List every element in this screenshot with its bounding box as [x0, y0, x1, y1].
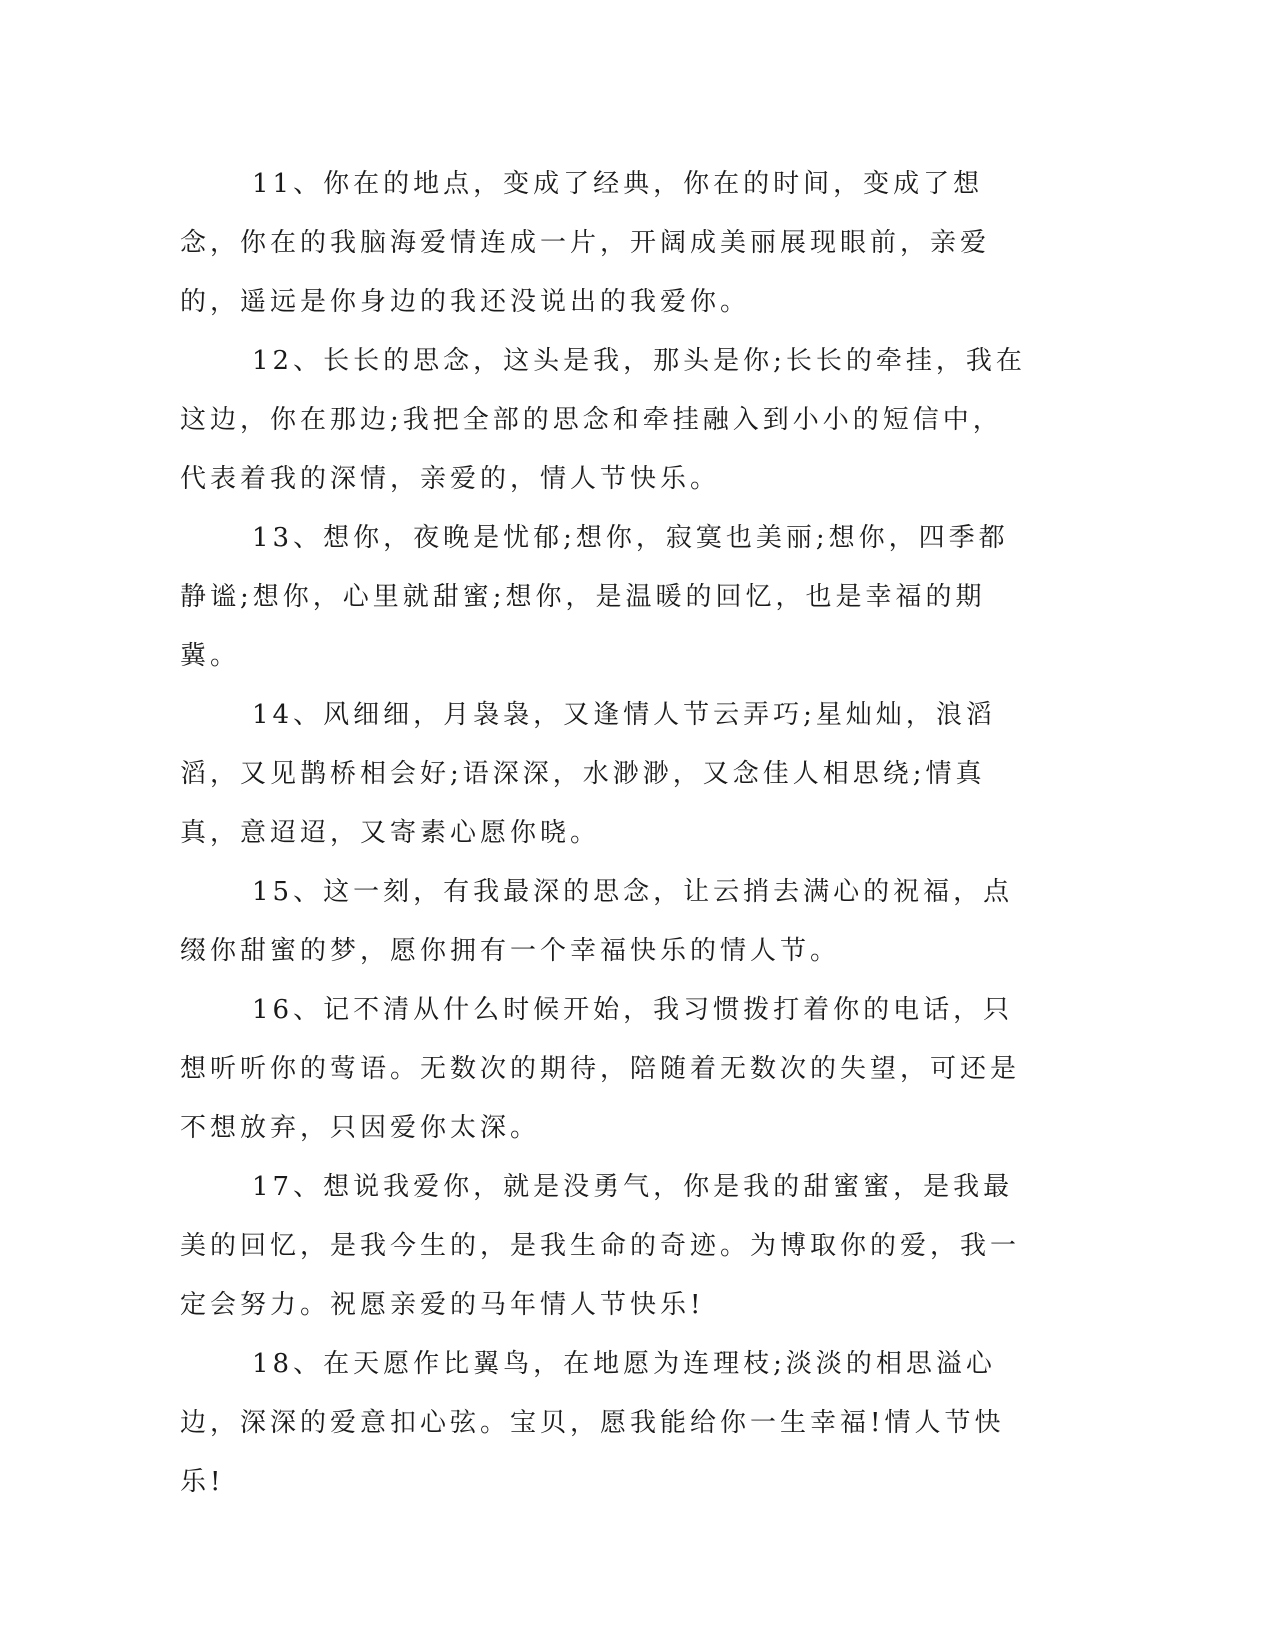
paragraph-17: 17、想说我爱你，就是没勇气，你是我的甜蜜蜜，是我最美的回忆，是我今生的，是我生命的奇迹。为博取你的爱，我一定会努力。祝愿亲爱的马年情人节快乐! — [180, 1172, 1021, 1320]
paragraph-15: 15、这一刻，有我最深的思念，让云捎去满心的祝福，点缀你甜蜜的梦，愿你拥有一个幸福快乐的情人节。 — [180, 877, 1014, 966]
document-page — [180, 155, 1030, 1512]
paragraph-11: 11、你在的地点，变成了经典，你在的时间，变成了想念，你在的我脑海爱情连成一片，开阔成美丽展现眼前，亲爱的，遥远是你身边的我还没说出的我爱你。 — [180, 169, 991, 317]
paragraph-14: 14、风细细，月袅袅，又逢情人节云弄巧;星灿灿，浪滔滔，又见鹊桥相会好;语深深，水渺渺，又念佳人相思绕;情真真，意迢迢，又寄素心愿你晓。 — [180, 700, 996, 848]
paragraph-13: 13、想你，夜晚是忧郁;想你，寂寞也美丽;想你，四季都静谧;想你，心里就甜蜜;想你，是温暖的回忆，也是幸福的期冀。 — [180, 523, 1009, 671]
paragraph-18: 18、在天愿作比翼鸟，在地愿为连理枝;淡淡的相思溢心边，深深的爱意扣心弦。宝贝，愿我能给你一生幸福!情人节快乐! — [180, 1349, 1005, 1497]
paragraph-12: 12、长长的思念，这头是我，那头是你;长长的牵挂，我在这边，你在那边;我把全部的思念和牵挂融入到小小的短信中，代表着我的深情，亲爱的，情人节快乐。 — [180, 346, 1026, 494]
paragraph-16: 16、记不清从什么时候开始，我习惯拨打着你的电话，只想听听你的莺语。无数次的期待，陪随着无数次的失望，可还是不想放弃，只因爱你太深。 — [180, 995, 1021, 1143]
